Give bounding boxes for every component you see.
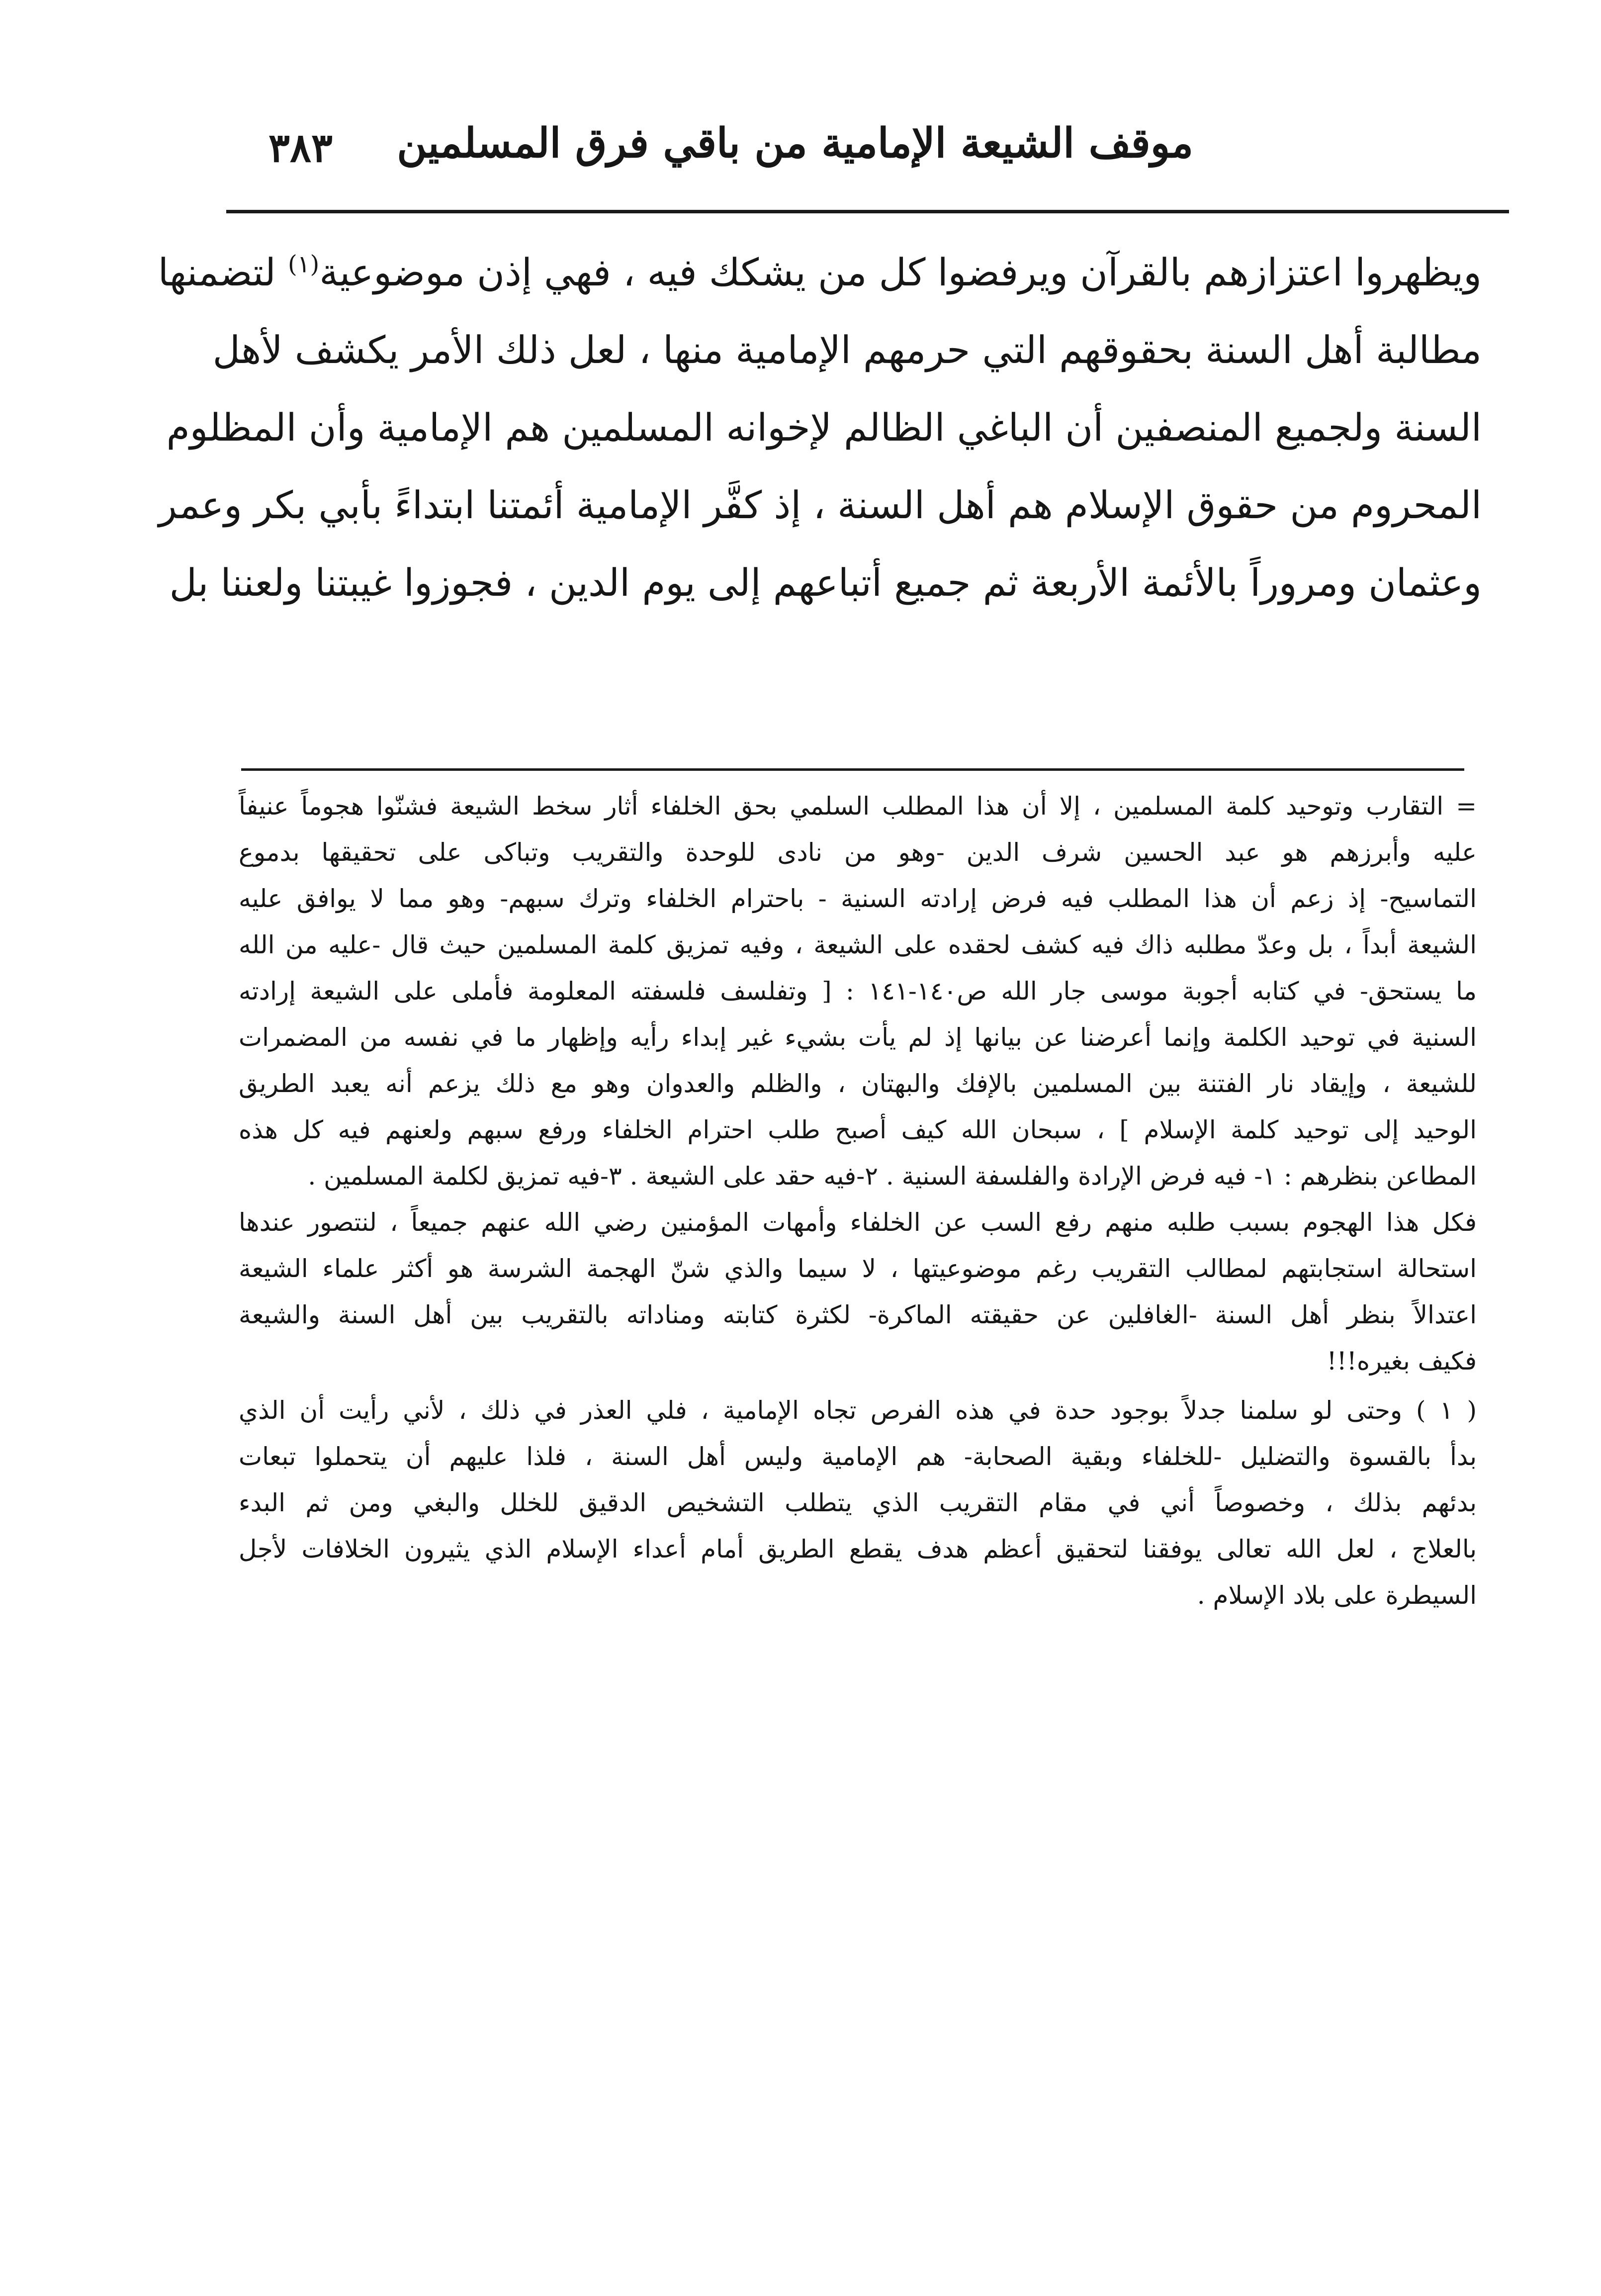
footnote-line: = التقارب وتوحيد كلمة المسلمين ، إلا أن هذا المطلب السلمي بحق الخلفاء أثار سخط الشيعة فشنّوا هجوماً عنيفاً <box>239 792 1477 821</box>
main-text-line-5: وعثمان ومروراً بالأئمة الأربعة ثم جميع أتباعهم إلى يوم الدين ، فجوزوا غيبتنا ولعننا بل <box>169 560 1482 605</box>
footnote-line: السنية في توحيد الكلمة وإنما أعرضنا عن بيانها إذ لم يأت بشيء غير إبداء رأيه وإظهار ما في نفسه من المضمرات <box>239 1023 1477 1052</box>
main-text-line-1-end: لتضمنها <box>158 250 276 294</box>
main-text-line-2: مطالبة أهل السنة بحقوقهم التي حرمهم الإمامية منها ، لعل ذلك الأمر يكشف لأهل <box>212 328 1482 372</box>
footnote-line: السيطرة على بلاد الإسلام . <box>1197 1581 1477 1610</box>
main-text <box>158 234 1482 622</box>
main-text-line-1-start: ويظهروا اعتزازهم بالقرآن ويرفضوا كل من يشكك فيه ، فهي إذن موضوعية <box>319 250 1482 294</box>
footnote-line: ( ١ ) وحتى لو سلمنا جدلاً بوجود حدة في هذه الفرص تجاه الإمامية ، فلي العذر في ذلك ، لأني رأيت أن الذي <box>239 1396 1477 1425</box>
main-text-line-4: المحروم من حقوق الإسلام هم أهل السنة ، إذ كفَّر الإمامية أئمتنا ابتداءً بأبي بكر وعمر <box>159 483 1482 527</box>
main-text-line-3: السنة ولجميع المنصفين أن الباغي الظالم لإخوانه المسلمين هم الإمامية وأن المظلوم <box>166 405 1482 450</box>
footnote-line: عليه وأبرزهم هو عبد الحسين شرف الدين -وهو من نادى للوحدة والتقريب وتباكى على تحقيقها بدموع <box>239 838 1477 867</box>
footnote-line: فكل هذا الهجوم بسبب طلبه منهم رفع السب عن الخلفاء وأمهات المؤمنين رضي الله عنهم جميعاً ، لنتصور عندها <box>239 1208 1477 1237</box>
footnote-line: فكيف بغيره!!! <box>1327 1347 1477 1376</box>
footnote-continued <box>239 783 1477 1384</box>
footnote-line: بالعلاج ، لعل الله تعالى يوفقنا لتحقيق أعظم هدف يقطع الطريق أمام أعداء الإسلام الذي يثيرون الخلافات لأجل <box>239 1535 1477 1563</box>
footnote-line: للشيعة ، وإيقاد نار الفتنة بين المسلمين بالإفك والبهتان ، والظلم والعدوان وهو مع ذلك يزعم أنه يعبد الطريق <box>239 1069 1477 1098</box>
footnote-line: اعتدالاً بنظر أهل السنة -الغافلين عن حقيقته الماكرة- لكثرة كتابته ومناداته بالتقريب بين أهل السنة والشيعة <box>239 1300 1477 1329</box>
footnote-line: المطاعن بنظرهم : ١- فيه فرض الإرادة والفلسفة السنية . ٢-فيه حقد على الشيعة . ٣-فيه تمزيق لكلمة المسلمين . <box>308 1162 1477 1191</box>
footnote-1 <box>239 1387 1477 1619</box>
footnote-line: الوحيد إلى توحيد كلمة الإسلام ] ، سبحان الله كيف أصبح طلب احترام الخلفاء ورفع سبهم ولعنهم فيه كل هذه <box>239 1115 1477 1144</box>
footnote-line: ما يستحق- في كتابه أجوبة موسى جار الله ص١٤٠-١٤١ : [ وتفلسف فلسفته المعلومة فأملى على الشيعة إرادته <box>239 977 1477 1006</box>
footnote-separator <box>241 768 1464 771</box>
footnote-line: استحالة استجابتهم لمطالب التقريب رغم موضوعيتها ، لا سيما والذي شنّ الهجمة الشرسة هو أكثر علماء الشيعة <box>239 1254 1477 1283</box>
footnote-line: بدأ بالقسوة والتضليل -للخلفاء وبقية الصحابة- هم الإمامية وليس أهل السنة ، فلذا عليهم أن يتحملوا تبعات <box>239 1442 1477 1471</box>
page-header <box>234 104 1507 189</box>
footnotes <box>239 783 1477 1619</box>
footnote-line: بدئهم بذلك ، وخصوصاً أني في مقام التقريب الذي يتطلب التشخيص الدقيق للخلل والبغي ومن ثم البدء <box>239 1488 1477 1517</box>
footnote-reference: (١) <box>287 250 320 278</box>
page-number: ٣٨٣ <box>268 124 333 171</box>
main-text-line-1 <box>158 234 1482 311</box>
header-rule <box>226 210 1509 213</box>
footnote-line: الشيعة أبداً ، بل وعدّ مطلبه ذاك فيه كشف لحقده على الشيعة ، وفيه تمزيق كلمة المسلمين حيث قال -عليه من الله <box>239 930 1477 959</box>
running-title: موقف الشيعة الإمامية من باقي فرق المسلمين <box>397 119 1193 167</box>
footnote-line: التماسيح- إذ زعم أن هذا المطلب فيه فرض إرادته السنية - باحترام الخلفاء وترك سبهم- وهو مما لا يوافق عليه <box>239 884 1477 913</box>
